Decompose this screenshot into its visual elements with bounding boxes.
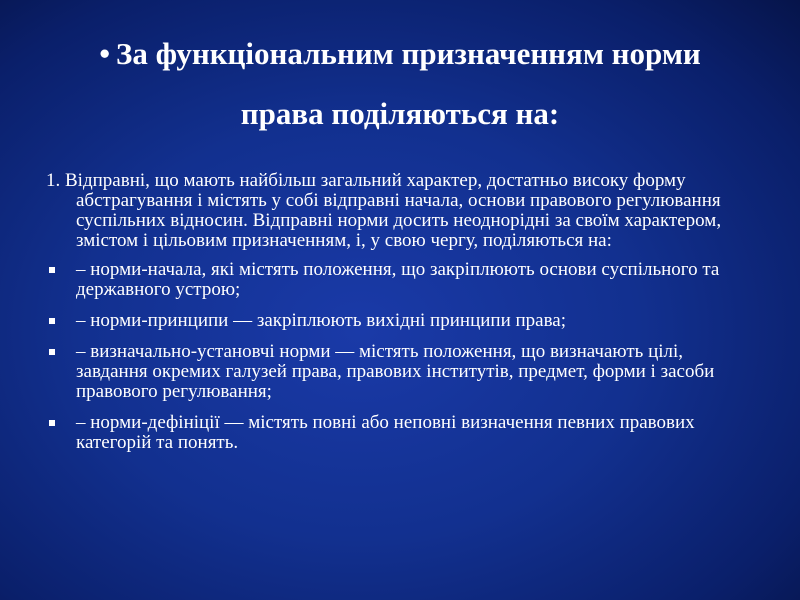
list-item (46, 311, 746, 331)
square-bullet-icon (49, 267, 55, 273)
slide-body (46, 171, 746, 464)
title-bullet: • (99, 36, 111, 71)
list-item (46, 260, 746, 300)
title-line-1-text: За функціональним призначенням норми (116, 36, 701, 71)
list-item-text: – норми-начала, які містять положення, що закріплюють основи суспільного та державного устрою; (76, 259, 720, 300)
list-item-text: – норми-дефініції — містять повні або неповні визначення певних правових категорій та понять. (76, 412, 695, 453)
square-bullet-icon (49, 420, 55, 426)
title-line-1 (40, 24, 760, 84)
square-bullet-icon (49, 349, 55, 355)
slide-title (40, 24, 760, 144)
list-item (46, 413, 746, 453)
list-item-text: – норми-принципи — закріплюють вихідні принципи права; (76, 310, 567, 331)
intro-paragraph: 1. Відправні, що мають найбільш загальний характер, достатньо високу форму абстрагування і містять у собі відправні начала, основи правового регулювання суспільних відносин. Відправні норми досить неоднорідні за своїм характером, змістом і цільовим призначенням, і, у свою чергу, поділяються на: (46, 170, 722, 251)
list-item-text: – визначально-установчі норми — містять положення, що визначають цілі, завдання окремих галузей права, правових інститутів, предмет, форми і засоби правового регулювання; (76, 341, 715, 402)
square-bullet-icon (49, 318, 55, 324)
list-item (46, 342, 746, 402)
title-line-2: права поділяються на: (240, 96, 560, 131)
